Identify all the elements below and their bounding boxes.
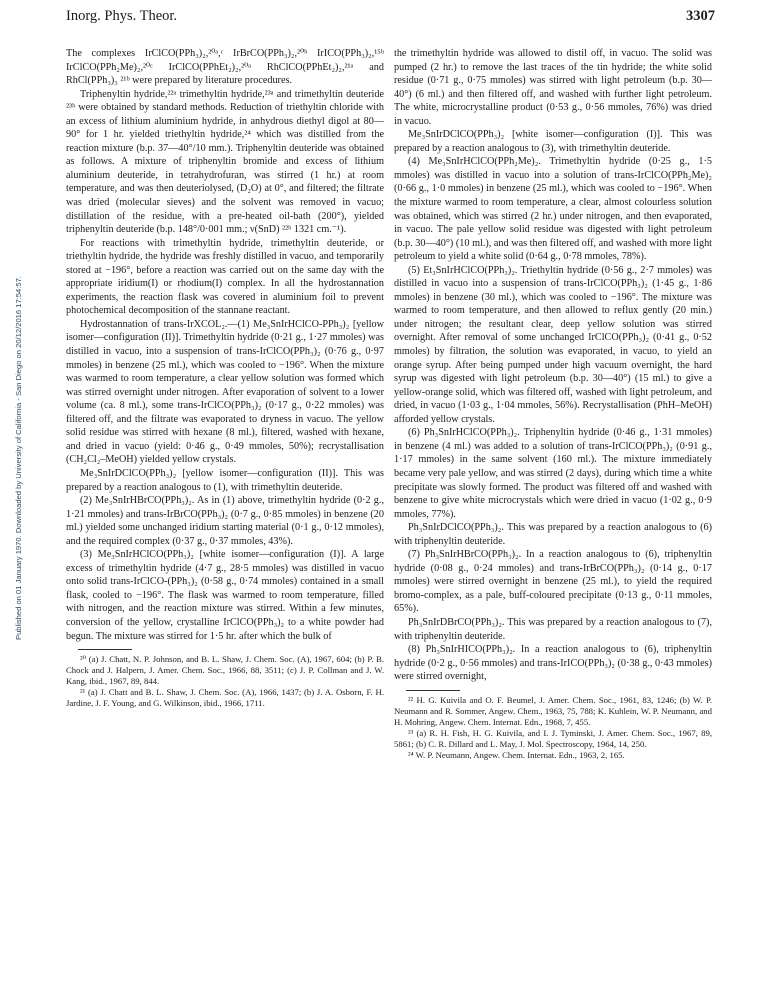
- right-column: [394, 47, 712, 761]
- paragraph: (4) Me₃SnIrHClCO(PPh₂Me)₂. Trimethyltin hydride (0·25 g., 1·5 mmoles) was distilled in vacuo into a solution of trans-IrClCO(PPh₂Me)₂ (0·66 g., 1·0 mmoles) in benzene (25 ml.), which was cooled to −196°. When the mixture warmed to room temperature, a clear, almost colourless solution was obtained, which was stirred (2 hr.) under nitrogen, and then evaporated, in vacuo. The pale yellow solid residue was digested with light petroleum (b.p. 30—40°) (10 ml.), and was then filtered off, and washed with more light petroleum to yield a white solid (0·64 g., 0·78 mmoles, 78%).: [394, 156, 712, 263]
- paragraph: (5) Et₃SnIrHClCO(PPh₃)₂. Triethyltin hydride (0·56 g., 2·7 mmoles) was distilled in vacuo into a suspension of trans-IrClCO(PPh₃)₂ (1·45 g., 1·86 mmoles) in benzene (30 ml.), which was cooled to −196°. The mixture was warmed to room temperature, and then allowed to reflux gently (20 min.) under nitrogen; the resultant clear, deep yellow solution was stirred overnight. After removal of some unchanged IrClCO(PPh₃)₂ (0·41 g., 0·52 mmoles) by filtration, the solution was evaporated, in vacuo, to yield an orange syrup. After being pumped under high vacuum overnight, the hard syrup was digested with light petroleum (b.p. 30—40°) (15 ml.) to give a yellow-orange solid, which was filtered off, washed with light petroleum, and dried, in vacuo (1·03 g., 1·04 mmoles, 56%). Recrystallisation (PhH–MeOH) afforded yellow crystals.: [394, 264, 712, 425]
- footnote: ²² H. G. Kuivila and O. F. Beumel, J. Amer. Chem. Soc., 1961, 83, 1246; (b) W. P. Neumann and R. Sommer, Angew. Chem., 1963, 75, 788; K. Kuhlein, W. P. Neumann, and H. Mohring, Angew. Chem. Internat. Edn., 1968, 7, 455.: [394, 694, 712, 727]
- running-header-journal: Inorg. Phys. Theor.: [66, 8, 178, 24]
- paragraph: Ph₃SnIrDBrCO(PPh₃)₂. This was prepared by a reaction analogous to (7), with triphenyltin deuteride.: [394, 616, 712, 642]
- footnote-divider: [78, 649, 132, 650]
- footnote-divider: [406, 690, 460, 691]
- page-number: 3307: [686, 8, 715, 24]
- paragraph: The complexes IrClCO(PPh₃)₂,²⁰ᵃ,ᶜ IrBrCO(PPh₃)₂,²⁰ᵇ IrICO(PPh₃)₂,¹⁵ᵇ IrClCO(PPh₂Me)₂,²⁰ᶜ IrClCO(PPhEt₂)₂,²⁰ᵃ RhClCO(PPhEt₂)₂,²¹ᵃ and RhCl(PPh₃)₃ ²¹ᵇ were prepared by literature procedures.: [66, 48, 384, 87]
- paragraph: (8) Ph₃SnIrHICO(PPh₃)₂. In a reaction analogous to (6), triphenyltin hydride (0·2 g., 0·56 mmoles) and trans-IrICO(PPh₃)₂ (0·38 g., 0·43 mmoles) were stirred overnight,: [394, 644, 712, 683]
- paragraph: the trimethyltin hydride was allowed to distil off, in vacuo. The solid was pumped (2 hr.) to remove the last traces of the tin hydride; the white solid residue (0·71 g., 0·75 mmoles) was stirred with light petroleum (b.p. 30—40°) (6 ml.) and then filtered off, and washed with further light petroleum. The white, microcrystalline product (0·53 g., 0·56 mmoles, 76%) was dried in vacuo.: [394, 48, 712, 127]
- left-column: [66, 47, 384, 709]
- download-watermark: Published on 01 January 1970. Downloaded by University of California - San Diego on 20/12/2016 17:54:57.: [14, 276, 23, 640]
- paragraph: For reactions with trimethyltin hydride, trimethyltin deuteride, or triethyltin hydride, the hydride was freshly distilled in vacuo, and temporarily stored at −196°, before a reaction was carried out on the same day with the appropriate iridium(I) or rhodium(I) complex. In all the hydrostannation experiments, the reaction flask was covered in aluminium foil to prevent photochemical decomposition of the stannane reactant.: [66, 237, 384, 317]
- paragraph: Me₃SnIrDClCO(PPh₃)₂ [yellow isomer—configuration (II)]. This was prepared by a reaction analogous to (1), with trimethyltin deuteride.: [66, 467, 384, 493]
- footnote: ²⁰ (a) J. Chatt, N. P. Johnson, and B. L. Shaw, J. Chem. Soc. (A), 1967, 604; (b) P. B. Chock and J. Halpern, J. Amer. Chem. Soc., 1966, 88, 3511; (c) J. P. Collman and J. W. Kang, ibid., 1967, 89, 844.: [66, 654, 384, 687]
- footnote: ²¹ (a) J. Chatt and B. L. Shaw, J. Chem. Soc. (A), 1966, 1437; (b) J. A. Osborn, F. H. Jardine, J. F. Young, and G. Wilkinson, ibid., 1966, 1711.: [66, 687, 384, 709]
- paragraph: Ph₃SnIrDClCO(PPh₃)₂. This was prepared by a reaction analogous to (6) with triphenyltin deuteride.: [394, 522, 712, 547]
- paragraph: (3) Me₃SnIrHClCO(PPh₃)₂ [white isomer—configuration (I)]. A large excess of trimethyltin hydride (4·7 g., 28·5 mmoles) was distilled in vacuo onto solid trans-IrClCO-(PPh₃)₂ (0·58 g., 0·74 mmoles) contained in a small flask, cooled to −196°. The flask was warmed to room temperature, filled with nitrogen, and the reaction mixture was stirred. Within a few minutes, conversion of the yellow, crystalline IrClCO(PPh₃)₂ to a white powder had begun. The mixture was stirred for 1·5 hr. after which the bulk of: [66, 549, 384, 642]
- paragraph: (2) Me₃SnIrHBrCO(PPh₃)₂. As in (1) above, trimethyltin hydride (0·2 g., 1·21 mmoles) and trans-IrBrCO(PPh₃)₂ (0·7 g., 0·85 mmoles) in benzene (20 ml.) yielded some unchanged iridium starting material (0·1 g., 0·12 mmoles), and the required complex (0·37 g., 0·37 mmoles, 43%).: [66, 495, 384, 547]
- paragraph: (7) Ph₃SnIrHBrCO(PPh₃)₂. In a reaction analogous to (6), triphenyltin hydride (0·08 g., 0·24 mmoles) and trans-IrBrCO(PPh₃)₂ (0·14 g., 0·17 mmoles) were stirred overnight in benzene (25 ml.), to yield the required bromo-complex, as a pale, buff-coloured precipitate (0·13 g., 0·11 mmoles, 65%).: [394, 549, 712, 615]
- paragraph: Hydrostannation of trans-IrXCOL₂.—(1) Me₃SnIrHClCO-PPh₃)₂ [yellow isomer—configuration (II)]. Trimethyltin hydride (0·21 g., 1·27 mmoles) was distilled in vacuo, into a suspension of trans-IrClCO(PPh₃)₂ (0·76 g., 0·97 mmoles) in benzene (25 ml.), which was cooled to −196°. When the mixture was warmed to room temperature, a clear yellow solution was formed which was stirred overnight under nitrogen. After evaporation of solvent to a lower volume (ca. 8 ml.), some trans-IrClCO(PPh₃)₂ (0·17 g., 0·22 mmoles) was filtered off, and the filtrate was evaporated to dryness in vacuo. The yellow solid residue was stirred with hexane (8 ml.), filtered, washed with hexane, and dried in vacuo (yield: 0·46 g., 0·49 mmoles, 50%); recrystallisation (CH₂Cl₂–MeOH) yielded yellow crystals.: [66, 318, 384, 466]
- paragraph: Triphenyltin hydride,²²ᵃ trimethyltin hydride,²³ᵃ and trimethyltin deuteride ²³ᵇ were obtained by standard methods. Reduction of triethyltin chloride with an excess of lithium aluminium hydride, in anhydrous diethyl digol at 80—90° for 1 hr. yielded triethyltin hydride,²⁴ which was distilled from the reaction mixture (b.p. 37—40°/10 mm.). Triphenyltin deuteride was obtained as follows. A mixture of triphenyltin bromide and excess of lithium aluminium deuteride, in tetrahydrofuran, was stirred (1 hr.) at room temperature, and was then deuteriolysed, (D₂O) at 0°, and filtered; the filtrate was dried (molecular sieves) and the solvent was removed in vacuo; distillation of the residue, with a pre-heated oil-bath (200°), yielded triphenyltin deuteride (b.p. 148°/0·001 mm.; ν(SnD) ²²ᵇ 1321 cm.⁻¹).: [66, 88, 384, 236]
- footnote: ²⁴ W. P. Neumann, Angew. Chem. Internat. Edn., 1963, 2, 165.: [408, 749, 625, 760]
- footnote: ²³ (a) R. H. Fish, H. G. Kuivila, and I. J. Tyminski, J. Amer. Chem. Soc., 1967, 89, 5861; (b) C. R. Dillard and L. May, J. Mol. Spectroscopy, 1964, 14, 250.: [394, 727, 712, 749]
- paragraph: (6) Ph₃SnIrHClCO(PPh₃)₂. Triphenyltin hydride (0·46 g., 1·31 mmoles) in benzene (4 ml.) was added to a solution of trans-IrClCO(PPh₃)₂ (0·91 g., 1·17 mmoles) in the same solvent (160 ml.). The mixture immediately became very pale yellow, and was stirred (2 days), during which time a white precipitate was slowly formed. The product was filtered off and washed with benzene to give white microcrystals which were dried in vacuo (1·02 g., 0·9 mmoles, 77%).: [394, 427, 712, 520]
- paragraph: Me₃SnIrDClCO(PPh₃)₂ [white isomer—configuration (I)]. This was prepared by a reaction analogous to (3), with trimethyltin deuteride.: [394, 129, 712, 154]
